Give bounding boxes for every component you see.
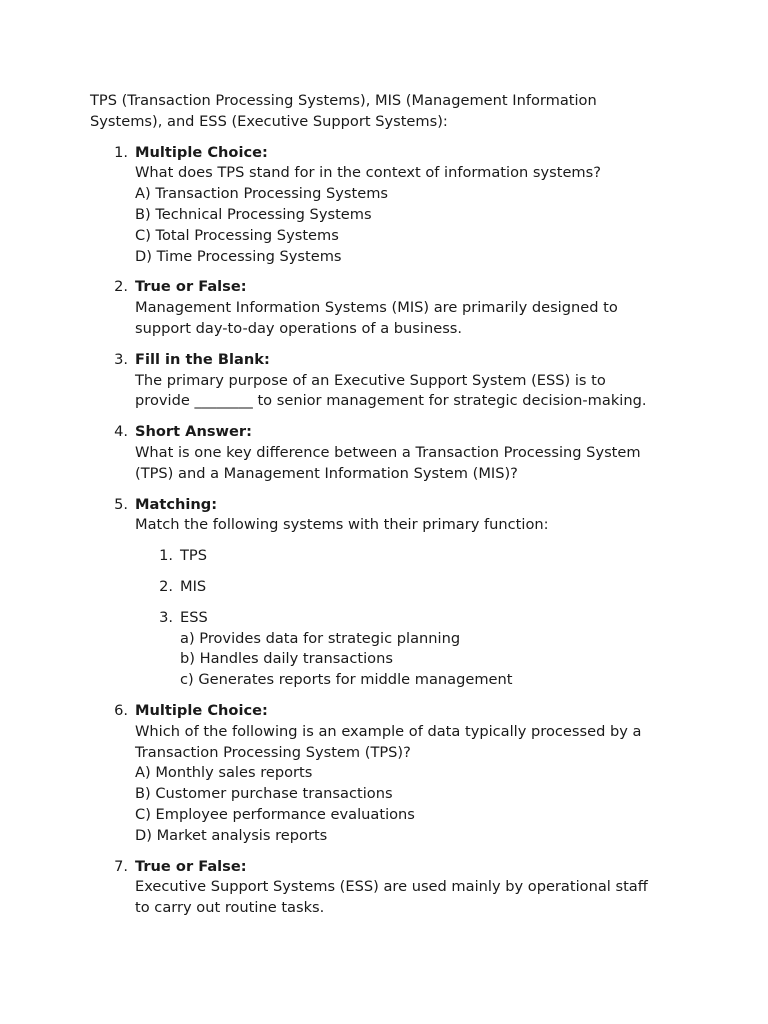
answer-option: C) Employee performance evaluations	[135, 805, 415, 823]
answer-option: D) Time Processing Systems	[135, 247, 342, 265]
question-line: What does TPS stand for in the context of information systems?	[135, 164, 601, 182]
matching-system: TPS	[180, 547, 207, 565]
matching-function: c) Generates reports for middle management	[180, 671, 513, 689]
matching-number: 3.	[159, 608, 173, 626]
intro-paragraph	[90, 91, 690, 133]
answer-option: B) Customer purchase transactions	[135, 785, 393, 803]
question-number: 1.	[114, 143, 128, 161]
question-number: 2.	[114, 278, 128, 296]
answer-option: D) Market analysis reports	[135, 826, 328, 844]
question-line: Executive Support Systems (ESS) are used mainly by operational staff	[135, 878, 648, 896]
question-item	[90, 495, 690, 691]
matching-number: 2.	[159, 577, 173, 595]
answer-option: C) Total Processing Systems	[135, 226, 339, 244]
intro-line: TPS (Transaction Processing Systems), MIS (Management Information	[90, 92, 597, 109]
question-type: Short Answer:	[135, 423, 252, 441]
document-body	[90, 91, 690, 929]
question-line: Which of the following is an example of data typically processed by a	[135, 722, 642, 740]
question-type: True or False:	[135, 857, 247, 875]
question-item	[90, 143, 690, 268]
question-type: Matching:	[135, 495, 218, 513]
question-line: Management Information Systems (MIS) are primarily designed to	[135, 299, 618, 317]
question-line: provide ________ to senior management for strategic decision-making.	[135, 392, 647, 410]
question-number: 7.	[114, 857, 128, 875]
question-line: Match the following systems with their primary function:	[135, 516, 549, 534]
question-line: to carry out routine tasks.	[135, 899, 325, 917]
question-type: Multiple Choice:	[135, 701, 268, 719]
question-type: Fill in the Blank:	[135, 350, 270, 368]
question-line: The primary purpose of an Executive Support System (ESS) is to	[135, 371, 606, 389]
question-number: 3.	[114, 350, 128, 368]
question-item	[90, 857, 690, 919]
question-line: What is one key difference between a Transaction Processing System	[135, 443, 641, 461]
matching-item	[135, 608, 690, 691]
question-line: Transaction Processing System (TPS)?	[135, 743, 411, 761]
matching-number: 1.	[159, 547, 173, 565]
matching-item	[135, 546, 690, 567]
question-type: True or False:	[135, 278, 247, 296]
question-number: 6.	[114, 701, 128, 719]
matching-function: b) Handles daily transactions	[180, 650, 393, 668]
matching-function: a) Provides data for strategic planning	[180, 629, 461, 647]
question-line: support day-to-day operations of a business.	[135, 319, 463, 337]
answer-option: A) Monthly sales reports	[135, 764, 313, 782]
question-line: (TPS) and a Management Information System (MIS)?	[135, 464, 518, 482]
question-item	[90, 277, 690, 339]
intro-line: Systems), and ESS (Executive Support Systems):	[90, 112, 448, 130]
question-number: 4.	[114, 423, 128, 441]
matching-item	[135, 577, 690, 598]
question-item	[90, 350, 690, 412]
question-number: 5.	[114, 495, 128, 513]
question-type: Multiple Choice:	[135, 143, 268, 161]
question-item	[90, 422, 690, 484]
question-item	[90, 701, 690, 847]
answer-option: B) Technical Processing Systems	[135, 205, 372, 223]
answer-option: A) Transaction Processing Systems	[135, 185, 389, 203]
matching-system: ESS	[180, 608, 208, 626]
matching-system: MIS	[180, 577, 207, 595]
